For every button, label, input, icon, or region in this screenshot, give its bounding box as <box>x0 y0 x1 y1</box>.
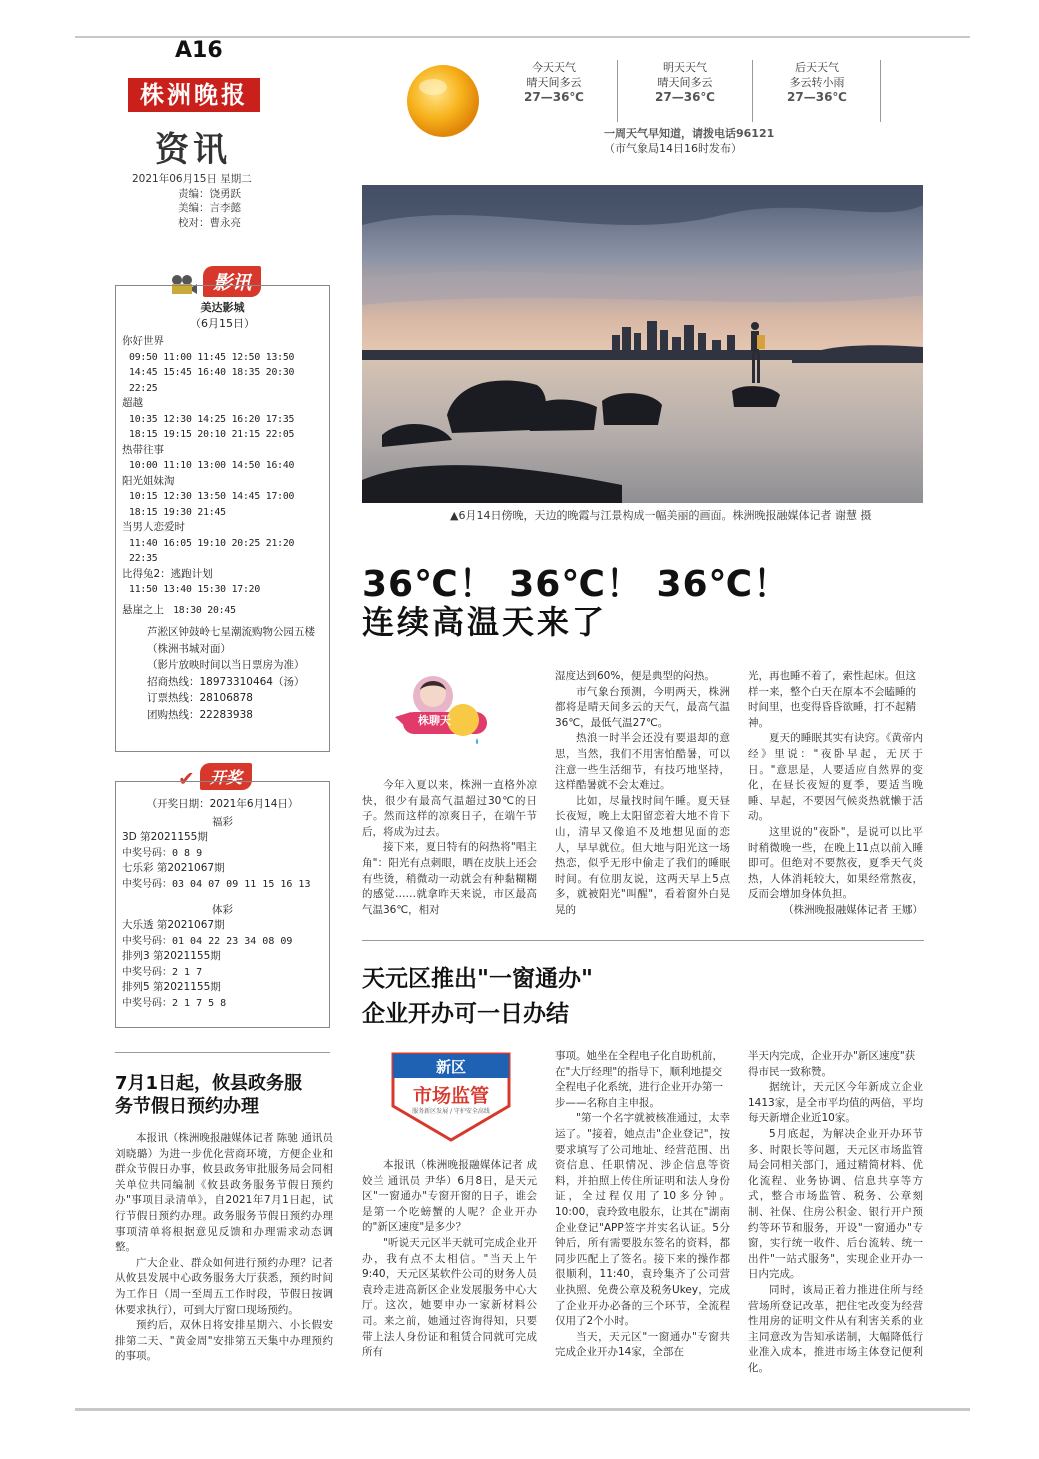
film-times: 22:35 <box>129 553 158 564</box>
headline-holiday-2: 务节假日预约办理 <box>115 1096 259 1117</box>
film-list <box>122 334 323 618</box>
paragraph: 夏天的睡眠其实有诀窍。《黄帝内经》里说："夜卧早起，无厌于日。"意思是，人要适应自然界的变化，在昼长夜短的夏季，要适当晚睡、早起，不要因气候炎热就懒于活动。 <box>748 732 923 823</box>
film-times: 18:30 20:45 <box>173 604 236 616</box>
paragraph: 当天，天元区"一窗通办"专窗共完成企业开办14家，全部在 <box>555 1330 730 1359</box>
film-times: 10:35 12:30 14:25 16:20 17:35 <box>129 413 295 425</box>
paragraph: 比如，尽量找时间午睡。夏天昼长夜短，晚上太阳留恋着大地不肯下山，清早又像追不及地想见面的恋人，早早就位。但大地与阳光这一场热恋，似乎无形中偷走了我们的睡眠时间。有位朋友说，这两天早上5点多，就被阳光"叫醒"，看着窗外白晃晃的 <box>555 794 730 916</box>
tianyuan-column-1 <box>362 1158 537 1361</box>
film-title: 你好世界 <box>122 335 164 347</box>
paragraph: 市气象台预测，今明两天，株洲都将是晴天间多云的天气，最高气温36℃，最低气温27℃。 <box>555 685 730 729</box>
badge-subtitle: 服务新区发展 / 守护安全高线 <box>412 1108 490 1115</box>
weather-divider <box>617 60 618 122</box>
editor-line: 责编：饶勇跃 <box>178 187 241 200</box>
heat-column-2 <box>555 669 730 919</box>
cinema-info <box>122 624 323 723</box>
cinema-note: （影片放映时间以当日票房为准） <box>147 659 305 671</box>
cinema-address: 芦淞区钟鼓岭七星潮流购物公园五楼（株洲书城对面） <box>147 626 315 655</box>
film-title: 超越 <box>122 397 143 409</box>
film-title: 当男人恋爱时 <box>122 521 185 533</box>
paragraph: 5月底起，为解决企业开办环节多、时限长等问题，天元区市场监管局会同相关部门，通过精简材料、优化流程、业务协调、信息共享等方式，整合市场监管、税务、公章刻制、社保、住房公积金、银行开户预约等环节和服务，开设"一窗通办"专窗，实行统一收件、后台流转、统一出件"一站式服务"，实现企业开办一日内完成。 <box>748 1127 923 1281</box>
movie-tag-label: 影讯 <box>203 266 261 297</box>
paragraph: 接下来，夏日特有的闷热将"唱主角"：阳光有点刺眼，晒在皮肤上还会有些烫，稍微动一动就会有种黏糊糊的感觉……就拿昨天来说，市区最高气温36℃，相对 <box>362 841 537 916</box>
lottery-line: 大乐透 第2021067期 <box>122 919 225 931</box>
paragraph: 事项。她坐在全程电子化自助机前，在"大厅经理"的指导下，顺利地提交全程电子化系统，进行企业开办第一步——名称自主申报。 <box>555 1050 723 1109</box>
film-title: 比得兔2：逃跑计划 <box>122 567 213 580</box>
weather-desc: 多云转小雨 <box>789 76 845 89</box>
paragraph: 广大企业、群众如何进行预约办理？记者从攸县发展中心政务服务大厅获悉，预约时间为工作日（周一至周五工作时段，节假日按调休要求执行），可到大厅窗口现场预约。 <box>115 1256 333 1316</box>
weather-temp: 27—36℃ <box>655 90 715 104</box>
film-item <box>122 396 323 443</box>
paragraph: 热浪一时半会还没有要退却的意思，当然，我们不用害怕酷暑，可以注意一些生活细节，有技巧地坚持，这样酷暑就不会太难过。 <box>555 732 730 792</box>
weather-source: （市气象局14日16时发布） <box>604 142 742 155</box>
film-item <box>122 598 323 619</box>
film-title: 悬崖之上 <box>122 603 164 616</box>
film-times: 18:15 19:30 21:45 <box>129 506 226 518</box>
paragraph: 据统计，天元区今年新成立企业1413家，是全市平均值的两倍，平均每天新增企业近10家。 <box>748 1081 923 1125</box>
film-item <box>122 334 323 396</box>
weather-divider <box>880 60 881 122</box>
lottery-numbers: 中奖号码：01 04 22 23 34 08 09 <box>122 935 293 947</box>
weather-note <box>604 126 774 156</box>
paragraph: 本报讯（株洲晚报融媒体记者 陈驰 通讯员 刘晓璐）为进一步优化营商环境，方便企业和群众节假日办事，攸县政务审批服务局会同相关单位共同编制《攸县政务服务节假日预约办"事项目录清单》，自2021年7月1日起，试行节假日预约办理。政务服务节假日预约办理事项清单将根据意见反馈和办理需求动态调整。 <box>115 1132 333 1254</box>
film-item <box>122 520 323 567</box>
headline-heat-2: 连续高温天来了 <box>362 603 608 641</box>
weather-today <box>489 60 619 105</box>
weather-temp: 27—36℃ <box>524 90 584 104</box>
newspaper-logo: 株洲晚报 <box>128 78 260 112</box>
section-divider <box>362 940 924 941</box>
lottery-line: 3D 第2021155期 <box>122 831 208 843</box>
film-times: 22:25 <box>129 382 158 394</box>
paragraph: 预约后，双休日将安排星期六、小长假安排第二天、"黄金周"安排第五天集中办理预约的事项。 <box>115 1319 333 1363</box>
lottery-line: 七乐彩 第2021067期 <box>122 862 225 874</box>
lottery-numbers: 中奖号码：03 04 07 09 11 15 16 13 <box>122 878 311 890</box>
lottery-numbers: 中奖号码：2 1 7 5 8 <box>122 997 227 1009</box>
holiday-body <box>115 1131 333 1365</box>
tianyuan-column-2 <box>555 1049 730 1361</box>
film-times: 10:00 11:10 13:00 14:50 16:40 <box>129 460 295 471</box>
movie-box <box>115 285 330 752</box>
film-times: 09:50 11:00 11:45 12:50 13:50 <box>129 351 295 363</box>
paragraph: 这里说的"夜卧"，是说可以比平时稍微晚一些，在晚上11点以前入睡即可。但绝对不要熬夜，夏季天气炎热，人体消耗较大，如果经常熬夜，反而会增加身体负担。 <box>748 825 923 901</box>
film-item <box>122 567 323 598</box>
left-divider <box>115 1052 330 1053</box>
headline-heat-1: 36℃！ 36℃！ 36℃！ <box>362 564 791 605</box>
sports-title: 体彩 <box>212 904 233 916</box>
headline-holiday-1: 7月1日起，攸县政务服 <box>115 1073 303 1094</box>
film-item <box>122 474 323 521</box>
heat-column-1 <box>362 778 537 918</box>
weather-day-after <box>752 60 882 105</box>
film-title: 阳光姐妹淘 <box>122 474 175 487</box>
badge-line-2: 市场监管 <box>412 1085 489 1107</box>
film-times: 10:15 12:30 13:50 14:45 17:00 <box>129 491 295 502</box>
lottery-line: 排列3 第2021155期 <box>122 950 221 962</box>
tianyuan-column-3 <box>748 1049 923 1376</box>
film-times: 18:15 19:15 20:10 21:15 22:05 <box>129 429 295 440</box>
weather-temp: 27—36℃ <box>787 90 847 104</box>
photo-caption: ▲6月14日傍晚，天边的晚霞与江景构成一幅美丽的画面。株洲晚报融媒体记者 谢慧 摄 <box>450 509 872 522</box>
heat-column-3 <box>748 669 923 919</box>
badge-line-1: 新区 <box>435 1058 466 1076</box>
weather-day-label: 明天天气 <box>663 61 707 74</box>
weather-desc: 晴天间多云 <box>526 76 582 89</box>
bottom-rule <box>75 1408 970 1411</box>
designer-line: 美编：言李懿 <box>178 202 241 214</box>
cinema-hotline: 团购热线：22283938 <box>147 708 253 721</box>
sun-icon <box>404 62 482 140</box>
paragraph: "第一个名字就被核准通过，太幸运了。"接着，她点击"企业登记"，按要求填写了公司地址、经营范围、出资信息、任职情况、涉企信息等资料，并拍照上传住所证明和法人身份证，全过程仅用了10多分钟。10:00，袁玲致电股东，让其在"湖南企业登记"APP签字并实名认证。5分钟后，所有需要股东签名的资料，都同步匹配上了签名。接下来的操作都很顺利，11:40，袁玲集齐了公司营业执照、免费公章及税务Ukey，完成了企业开办必备的三个环节，全流程仅用了2个小时。 <box>555 1112 730 1328</box>
page-meta <box>132 172 252 230</box>
paragraph: 半天内完成，企业开办"新区速度"获得市民一致称赞。 <box>748 1050 916 1078</box>
weather-desc: 晴天间多云 <box>657 76 713 89</box>
film-times: 11:40 16:05 19:10 20:25 21:20 <box>129 537 295 549</box>
sunset-river-photo <box>362 185 923 503</box>
weather-tomorrow <box>620 60 750 105</box>
weather-hotline: 一周天气早知道，请拨电话96121 <box>604 127 775 140</box>
byline: （株洲晚报融媒体记者 王娜） <box>783 903 923 916</box>
lottery-tag-label: 开奖 <box>200 763 252 790</box>
paragraph: 今年入夏以来，株洲一直格外凉快，很少有最高气温超过30℃的日子。然而这样的凉爽日子，在端午节后，将成为过去。 <box>362 779 537 838</box>
issue-date: 2021年06月15日 星期二 <box>132 173 252 185</box>
section-title: 资讯 <box>155 130 231 170</box>
column-badge-label: 株聊天 <box>418 714 451 727</box>
proofreader-line: 校对：曹永亮 <box>178 216 241 229</box>
paragraph: 光，再也睡不着了，索性起床。但这样一来，整个白天在原本不会瞌睡的时间里，也变得昏昏欲睡，打不起精神。 <box>748 670 916 729</box>
headline-tianyuan-1: 天元区推出"一窗通办" <box>362 966 593 992</box>
movie-date: （6月15日） <box>190 317 255 330</box>
paragraph: 同时，该局正着力推进住所与经营场所登记改革，把住宅改变为经营性用房的证明文件从有利害关系的业主同意改为告知承诺制，大幅降低行业准入成本，推进市场主体登记便利化。 <box>748 1283 923 1374</box>
page-number: A16 <box>175 38 223 63</box>
lottery-numbers: 中奖号码：2 1 7 <box>122 966 203 978</box>
film-item <box>122 443 323 474</box>
cinema-hotline: 招商热线：18973310464（汤） <box>147 675 305 688</box>
paragraph: 湿度达到60%，便是典型的闷热。 <box>555 670 715 682</box>
lottery-line: 排列5 第2021155期 <box>122 981 221 993</box>
welfare-title: 福彩 <box>212 816 233 828</box>
headline-tianyuan-2: 企业开办可一日办结 <box>362 1001 569 1027</box>
market-supervision-badge <box>385 1048 517 1143</box>
paragraph: "听说天元区半天就可完成企业开办，我有点不太相信。"当天上午9:40，天元区某软件公司的财务人员袁玲走进高新区企业发展服务中心大厅。这次，她要申办一家新材料公司。来之前，她通过咨询得知，只要带上法人身份证和租赁合同就可完成所有 <box>362 1236 537 1359</box>
check-icon: ✔ <box>178 766 195 791</box>
film-times: 14:45 15:45 16:40 18:35 20:30 <box>129 367 295 378</box>
lottery-box <box>115 781 330 1028</box>
lottery-date: （开奖日期：2021年6月14日） <box>146 798 299 810</box>
lottery-numbers: 中奖号码：0 8 9 <box>122 847 203 859</box>
film-times: 11:50 13:40 15:30 17:20 <box>129 584 261 595</box>
paragraph: 本报讯（株洲晚报融媒体记者 成姣兰 通讯员 尹华）6月8日，是天元区"一窗通办"专窗开窗的日子，谁会是第一个吃螃蟹的人呢？企业开办的"新区速度"是多少？ <box>362 1159 537 1234</box>
weather-day-label: 今天天气 <box>532 61 576 74</box>
weather-day-label: 后天天气 <box>795 61 839 74</box>
cinema-hotline: 订票热线：28106878 <box>147 692 253 704</box>
cinema-name: 美达影城 <box>200 301 245 314</box>
film-title: 热带往事 <box>122 443 164 456</box>
